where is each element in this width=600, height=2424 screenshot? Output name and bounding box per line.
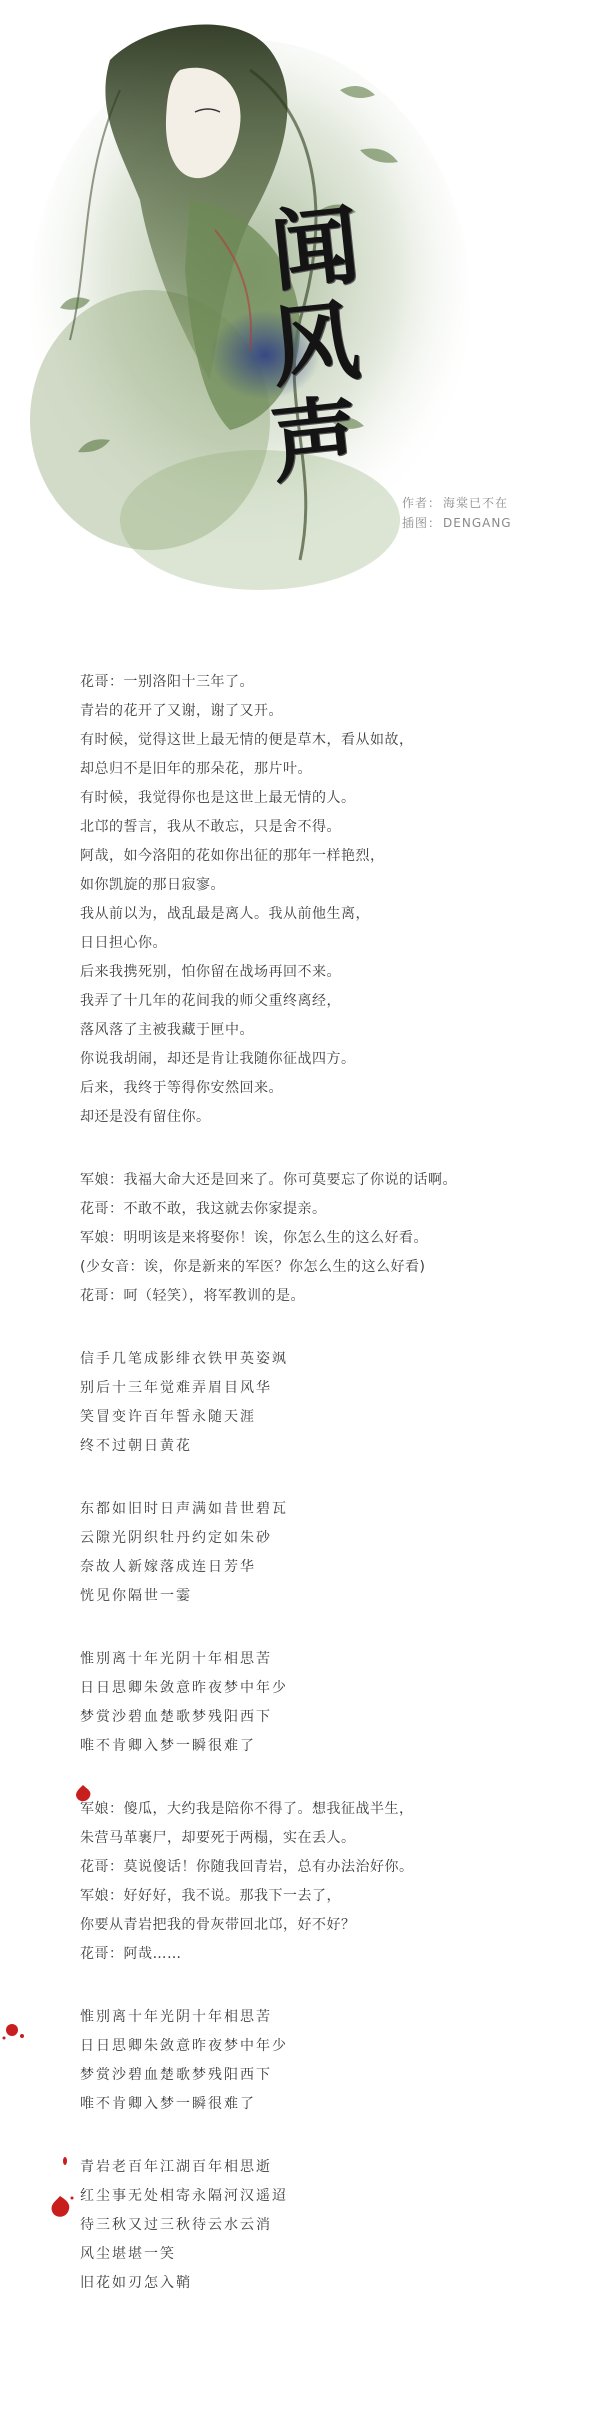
lyric-line: 青岩老百年江湖百年相思逝 — [80, 2159, 272, 2175]
dialogue-line: 却还是没有留住你。 — [80, 1109, 211, 1125]
lyric-line: 云隙光阴织牡丹约定如朱砂 — [80, 1530, 272, 1546]
lyric-line: 别后十三年觉难弄眉目风华 — [80, 1380, 272, 1396]
dialogue-line: 花哥：阿哉…… — [80, 1946, 182, 1962]
dialogue-line: 有时候，我觉得你也是这世上最无情的人。 — [80, 790, 356, 806]
dialogue-line: 日日担心你。 — [80, 935, 167, 951]
dialogue-line: 朱营马革裹尸，却要死于两榻，实在丢人。 — [80, 1830, 356, 1846]
dialogue-stanza — [80, 668, 550, 1132]
lyric-line: 惟別离十年光阴十年相思苦 — [80, 1651, 272, 1667]
blood-splatter-3 — [46, 2192, 76, 2222]
illustrator-label: 插图： — [402, 516, 442, 530]
dialogue-line: 花哥：莫说傻话！你随我回青岩，总有办法治好你。 — [80, 1859, 414, 1875]
dialogue-line: 军娘：明明该是来将娶你！诶，你怎么生的这么好看。 — [80, 1230, 428, 1246]
illustrator-name: DENGANG — [443, 516, 512, 530]
dialogue-line: 花哥：一别洛阳十三年了。 — [80, 674, 254, 690]
dialogue-line: 军娘：好好好，我不说。那我下一去了， — [80, 1888, 341, 1904]
lyric-line: 旧花如刃怎入鞘 — [80, 2275, 192, 2291]
lyric-line: 惟別离十年光阴十年相思苦 — [80, 2009, 272, 2025]
lyric-stanza — [80, 2153, 550, 2298]
title-char-3: 声 — [265, 383, 365, 497]
dialogue-line: 有时候，觉得这世上最无情的便是草木，看从如故， — [80, 732, 414, 748]
dialogue-line: 你要从青岩把我的骨灰带回北邙，好不好？ — [80, 1917, 356, 1933]
lyric-line: 东都如旧时日声满如昔世碧瓦 — [80, 1501, 288, 1517]
dialogue-line: 北邙的誓言，我从不敢忘，只是舍不得。 — [80, 819, 341, 835]
dialogue-line: 后来，我终于等得你安然回来。 — [80, 1080, 283, 1096]
dialogue-line: 你说我胡闹，却还是肯让我随你征战四方。 — [80, 1051, 356, 1067]
dialogue-line: 却总归不是旧年的那朵花，那片叶。 — [80, 761, 312, 777]
lyric-stanza — [80, 2003, 550, 2119]
lyric-line: 唯不肯卿入梦一瞬很难了 — [80, 2096, 256, 2112]
calligraphy-title — [240, 191, 390, 497]
credits — [402, 493, 512, 533]
lyric-stanza — [80, 1495, 550, 1611]
lyric-line: 风尘堪堪一笑 — [80, 2246, 176, 2262]
blood-splatter-4 — [60, 2154, 70, 2168]
dialogue-line: 落风落了主被我藏于匣中。 — [80, 1022, 254, 1038]
lyric-line: 红尘事无处相寄永隔河汉遥迢 — [80, 2188, 288, 2204]
lyric-line: 日日思卿朱敛意昨夜梦中年少 — [80, 1680, 288, 1696]
dialogue-stanza — [80, 1166, 550, 1311]
author-name: 海棠已不在 — [443, 496, 509, 510]
dialogue-line: 后来我携死别，怕你留在战场再回不来。 — [80, 964, 341, 980]
dialogue-stanza — [80, 1795, 550, 1969]
author-credit — [402, 493, 512, 513]
lyric-line: 梦赏沙碧血楚歌梦残阳西下 — [80, 1709, 272, 1725]
dialogue-line: 军娘：我福大命大还是回来了。你可莫要忘了你说的话啊。 — [80, 1172, 457, 1188]
illustrator-credit — [402, 513, 512, 533]
dialogue-line: 我从前以为，战乱最是离人。我从前他生离， — [80, 906, 370, 922]
dialogue-line: (少女音：诶，你是新来的军医？你怎么生的这么好看) — [80, 1259, 426, 1275]
author-label: 作者： — [402, 496, 442, 510]
lyric-stanza — [80, 1645, 550, 1761]
lyric-line: 终不过朝日黄花 — [80, 1438, 192, 1454]
lyric-line: 恍见你隔世一霎 — [80, 1588, 192, 1604]
title-char-1: 闻 — [265, 191, 365, 305]
lyric-line: 信手几笔成影绯衣铁甲英姿飒 — [80, 1351, 288, 1367]
dialogue-line: 阿哉，如今洛阳的花如你出征的那年一样艳烈， — [80, 848, 385, 864]
lyric-line: 唯不肯卿入梦一瞬很难了 — [80, 1738, 256, 1754]
lyric-line: 梦赏沙碧血楚歌梦残阳西下 — [80, 2067, 272, 2083]
blood-splatter-2 — [0, 2020, 30, 2044]
lyric-line: 日日思卿朱敛意昨夜梦中年少 — [80, 2038, 288, 2054]
lyric-stanza — [80, 1345, 550, 1461]
dialogue-line: 军娘：傻瓜，大约我是陪你不得了。想我征战半生， — [80, 1801, 414, 1817]
dialogue-line: 我弄了十几年的花间我的师父重终离经， — [80, 993, 341, 1009]
title-char-2: 风 — [265, 287, 365, 401]
dialogue-line: 花哥：呵（轻笑），将军教训的是。 — [80, 1288, 305, 1304]
lyric-line: 奈故人新嫁落成连日芳华 — [80, 1559, 256, 1575]
lyrics-body — [80, 668, 550, 2332]
dialogue-line: 如你凯旋的那日寂寥。 — [80, 877, 225, 893]
lyric-line: 笑冒变许百年誓永随天涯 — [80, 1409, 256, 1425]
dialogue-line: 花哥：不敢不敢，我这就去你家提亲。 — [80, 1201, 327, 1217]
lyric-line: 待三秋又过三秋待云水云消 — [80, 2217, 272, 2233]
dialogue-line: 青岩的花开了又谢，谢了又开。 — [80, 703, 283, 719]
